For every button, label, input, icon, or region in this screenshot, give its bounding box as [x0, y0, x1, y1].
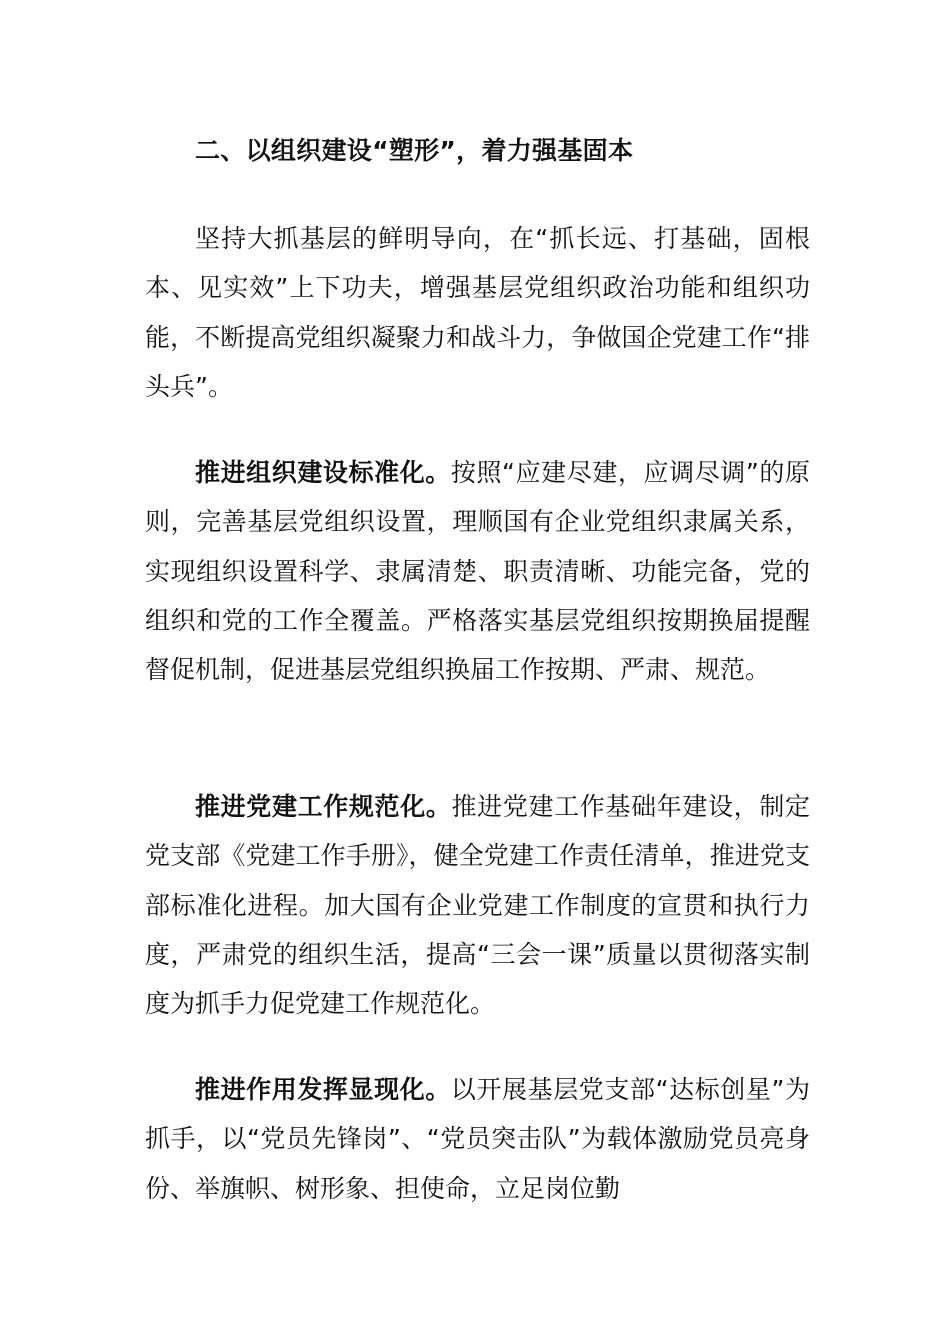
paragraph-text: 按照“应建尽建，应调尽调”的原则，完善基层党组织设置，理顺国有企业党组织隶属关系，实现组织设置科学、隶属清楚、职责清晰、功能完备，党的组织和党的工作全覆盖。严格落实基层党组织按期换届提醒督促机制，促进基层党组织换届工作按期、严肃、规范。: [145, 458, 810, 685]
paragraph-lead: 推进作用发挥显现化。: [195, 1075, 451, 1104]
paragraph-lead: 推进党建工作规范化。: [195, 792, 452, 821]
paragraph-intro: [145, 214, 810, 411]
paragraph-text: 坚持大抓基层的鲜明导向，在“抓长远、打基础，固根本、见实效”上下功夫，增强基层党组织政治功能和组织功能，不断提高党组织凝聚力和战斗力，争做国企党建工作“排头兵”。: [145, 224, 810, 401]
paragraph-party-work-normalization: [145, 782, 810, 1028]
paragraph-role-visibility: [145, 1065, 810, 1213]
paragraph-text: 推进党建工作基础年建设，制定党支部《党建工作手册》，健全党建工作责任清单，推进党支部标准化进程。加大国有企业党建工作制度的宣贯和执行力度，严肃党的组织生活，提高“三会一课”质量以贯彻落实制度为抓手力促党建工作规范化。: [145, 792, 810, 1019]
paragraph-text: 以开展基层党支部“达标创星”为抓手，以“党员先锋岗”、“党员突击队”为载体激励党员亮身份、举旗帜、树形象、担使命，立足岗位勤: [145, 1075, 810, 1203]
section-heading: 二、以组织建设“塑形”，着力强基固本: [195, 136, 634, 165]
paragraph-organization-standardization: [145, 448, 810, 694]
paragraph-lead: 推进组织建设标准化。: [195, 458, 451, 487]
